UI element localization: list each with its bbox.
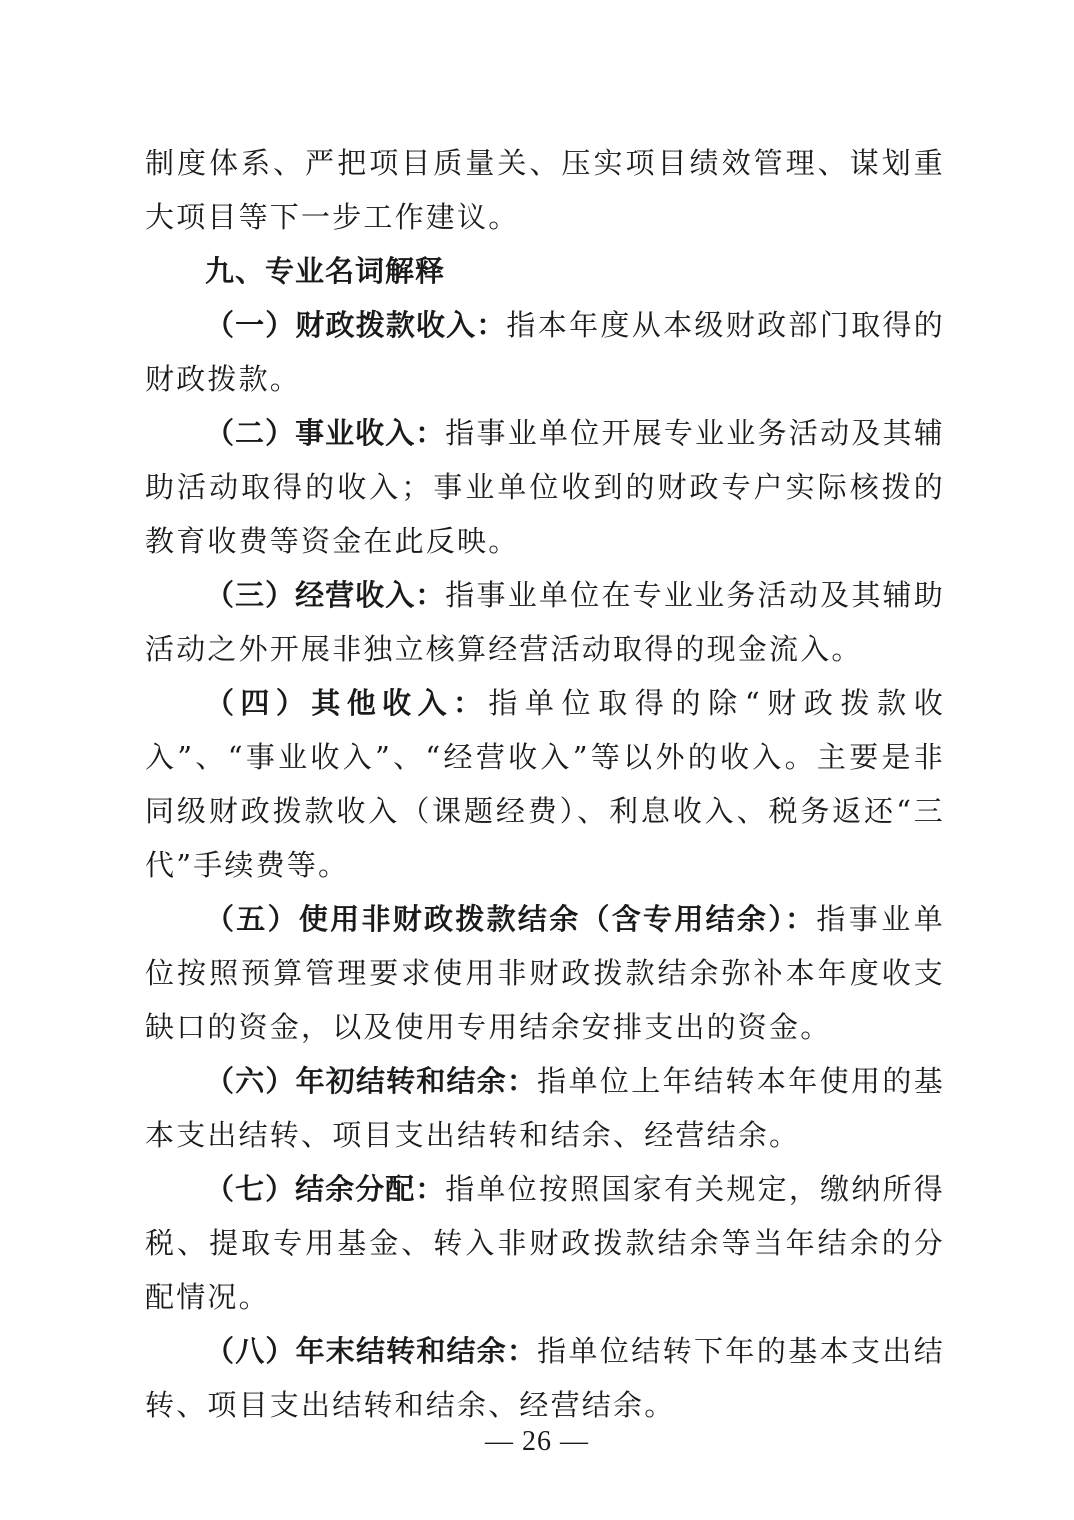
definition-paragraph <box>145 1324 945 1432</box>
definition-paragraph <box>145 298 945 406</box>
definition-term: （六）年初结转和结余： <box>205 1064 538 1098</box>
definition-text: 指事业单位开展专业业务活动及其辅助活动取得的收入；事业单位收到的财政专户实际核拨的教育收费等资金在此反映。 <box>145 416 945 558</box>
definition-term: （三）经营收入： <box>205 578 446 612</box>
definition-text: 指本年度从本级财政部门取得的财政拨款。 <box>145 308 945 396</box>
definition-text: 指单位按照国家有关规定，缴纳所得税、提取专用基金、转入非财政拨款结余等当年结余的分配情况。 <box>145 1172 945 1314</box>
definition-paragraph <box>145 1054 945 1162</box>
definition-paragraph <box>145 568 945 676</box>
continuation-paragraph: 制度体系、严把项目质量关、压实项目绩效管理、谋划重大项目等下一步工作建议。 <box>145 146 945 234</box>
definition-paragraph <box>145 406 945 568</box>
definition-text: 指事业单位在专业业务活动及其辅助活动之外开展非独立核算经营活动取得的现金流入。 <box>145 578 945 666</box>
definition-term: （七）结余分配： <box>205 1172 446 1206</box>
definition-term: （五）使用非财政拨款结余（含专用结余）： <box>205 902 817 936</box>
definition-text: 指单位上年结转本年使用的基本支出结转、项目支出结转和结余、经营结余。 <box>145 1064 945 1152</box>
definition-paragraph <box>145 676 945 892</box>
definition-text: 指单位取得的除“财政拨款收入”、“事业收入”、“经营收入”等以外的收入。主要是非同级财政拨款收入（课题经费）、利息收入、税务返还“三代”手续费等。 <box>145 686 945 882</box>
section-heading: 九、专业名词解释 <box>205 254 446 288</box>
definition-term: （八）年末结转和结余： <box>205 1334 538 1368</box>
definition-term: （二）事业收入： <box>205 416 446 450</box>
definition-term: （四）其他收入： <box>205 686 489 720</box>
definition-paragraph <box>145 1162 945 1324</box>
definition-term: （一）财政拨款收入： <box>205 308 507 342</box>
page-number: — 26 — <box>485 1426 589 1457</box>
page-content <box>145 136 945 1432</box>
definition-text: 指单位结转下年的基本支出结转、项目支出结转和结余、经营结余。 <box>145 1334 945 1422</box>
definition-text: 指事业单位按照预算管理要求使用非财政拨款结余弥补本年度收支缺口的资金，以及使用专用结余安排支出的资金。 <box>145 902 945 1044</box>
definition-paragraph <box>145 892 945 1054</box>
